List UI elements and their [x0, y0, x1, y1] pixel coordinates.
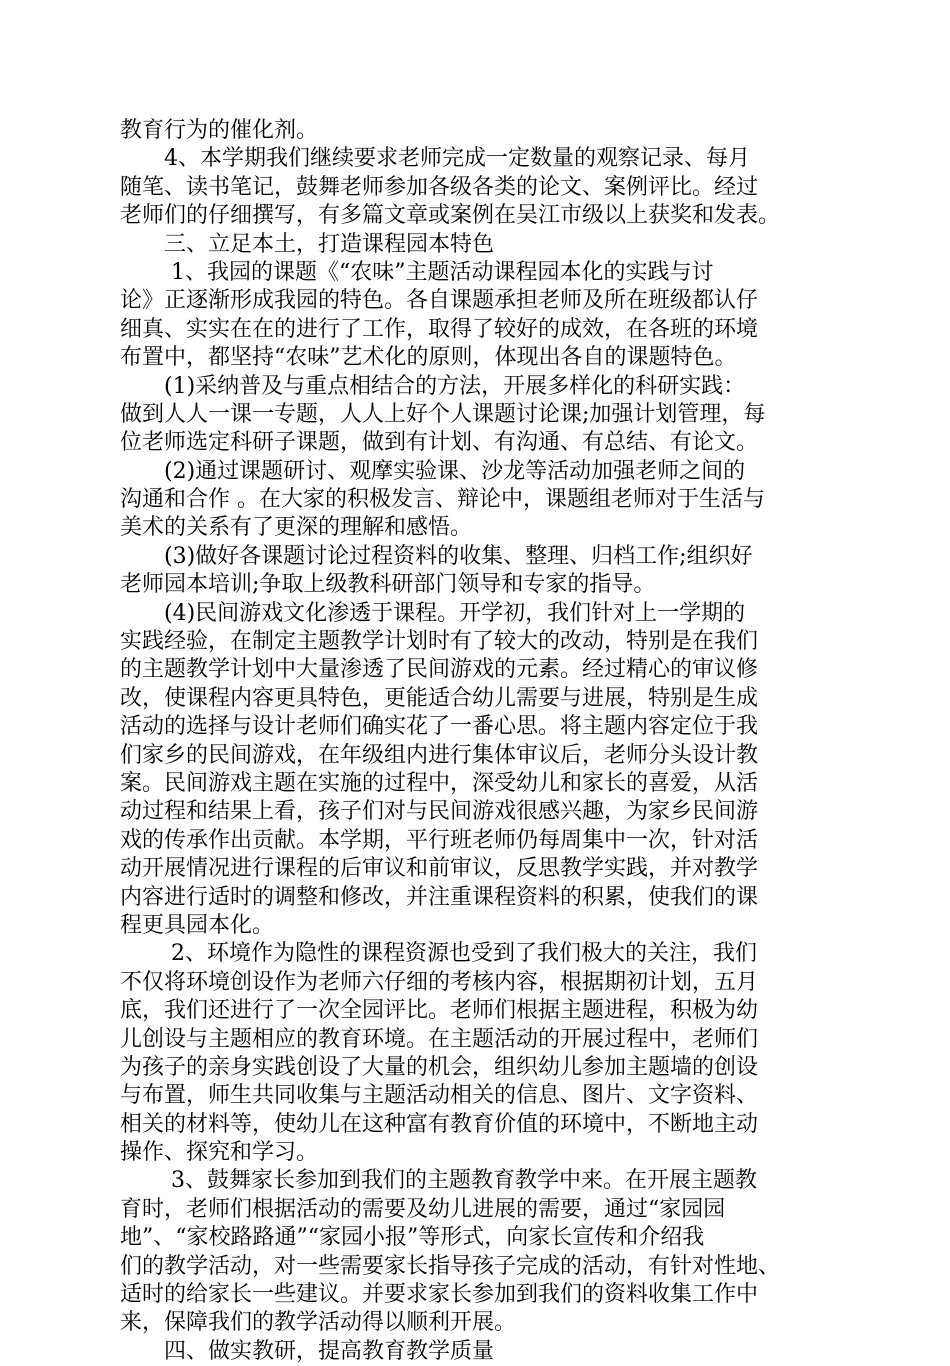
text-line: 戏的传承作出贡献。本学期，平行班老师仍每周集中一次，针对活 — [120, 827, 759, 853]
text-line: 案。民间游戏主题在实施的过程中，深受幼儿和家长的喜爱，从活 — [120, 770, 759, 796]
text-line: 改，使课程内容更具特色，更能适合幼儿需要与进展，特别是生成 — [120, 685, 759, 711]
text-line: (3)做好各课题讨论过程资料的收集、整理、归档工作;组织好 — [120, 543, 753, 569]
text-line: 来，保障我们的教学活动得以顺利开展。 — [120, 1310, 517, 1336]
text-line: (1)采纳普及与重点相结合的方法，开展多样化的科研实践： — [120, 373, 746, 399]
document-body — [120, 117, 840, 1366]
text-line: 4、本学期我们继续要求老师完成一定数量的观察记录、每月 — [120, 146, 750, 172]
text-line: 适时的给家长一些建议。并要求家长参加到我们的资料收集工作中 — [120, 1282, 759, 1308]
text-line: 老师们的仔细撰写，有多篇文章或案例在吴江市级以上获奖和发表。 — [120, 203, 781, 229]
text-line: 底，我们还进行了一次全园评比。老师们根据主题进程，积极为幼 — [120, 998, 759, 1024]
text-line: 内容进行适时的调整和修改，并注重课程资料的积累，使我们的课 — [120, 884, 759, 910]
text-line: (4)民间游戏文化渗透于课程。开学初，我们针对上一学期的 — [120, 600, 746, 626]
text-line: 实践经验，在制定主题教学计划时有了较大的改动，特别是在我们 — [120, 629, 759, 655]
text-line: 细真、实实在在的进行了工作，取得了较好的成效，在各班的环境 — [120, 316, 759, 342]
text-line: 布置中，都坚持“农味”艺术化的原则，体现出各自的课题特色。 — [120, 345, 737, 371]
text-line: 老师园本培训;争取上级教科研部门领导和专家的指导。 — [120, 572, 656, 598]
text-line: 相关的材料等，使幼儿在这种富有教育价值的环境中，不断地主动 — [120, 1111, 759, 1137]
section-heading: 三、立足本土，打造课程园本特色 — [120, 231, 495, 257]
text-line: (2)通过课题研讨、观摩实验课、沙龙等活动加强老师之间的 — [120, 458, 746, 484]
section-heading: 四、做实教研，提高教育教学质量 — [120, 1338, 495, 1364]
text-line: 1、我园的课题《“农味”主题活动课程园本化的实践与讨 — [120, 259, 714, 285]
text-line: 与布置，师生共同收集与主题活动相关的信息、图片、文字资料、 — [120, 1083, 759, 1109]
text-line: 操作、探究和学习。 — [120, 1140, 319, 1166]
text-line: 3、鼓舞家长参加到我们的主题教育教学中来。在开展主题教 — [120, 1168, 757, 1194]
text-line: 育时，老师们根据活动的需要及幼儿进展的需要，通过“家园园 — [120, 1196, 726, 1222]
text-line: 做到人人一课一专题，人人上好个人课题讨论课;加强计划管理，每 — [120, 401, 766, 427]
text-line: 动开展情况进行课程的后审议和前审议，反思教学实践，并对教学 — [120, 856, 759, 882]
text-line: 2、环境作为隐性的课程资源也受到了我们极大的关注，我们 — [120, 941, 757, 967]
text-line: 地”、“家校路路通”“家园小报”等形式，向家长宣传和介绍我 — [120, 1225, 705, 1251]
text-line: 的主题教学计划中大量渗透了民间游戏的元素。经过精心的审议修 — [120, 657, 759, 683]
text-line: 程更具园本化。 — [120, 912, 275, 938]
text-line: 沟通和合作 。在大家的积极发言、辩论中，课题组老师对于生活与 — [120, 487, 765, 513]
text-line: 论》正逐渐形成我园的特色。各自课题承担老师及所在班级都认仔 — [120, 288, 759, 314]
text-line: 位老师选定科研子课题，做到有计划、有沟通、有总结、有论文。 — [120, 430, 759, 456]
text-line: 教育行为的催化剂。 — [120, 118, 319, 143]
text-line: 美术的关系有了更深的理解和感悟。 — [120, 515, 473, 541]
text-line: 动过程和结果上看，孩子们对与民间游戏很感兴趣，为家乡民间游 — [120, 799, 759, 825]
text-line: 活动的选择与设计老师们确实花了一番心思。将主题内容定位于我 — [120, 714, 759, 740]
text-line: 们家乡的民间游戏，在年级组内进行集体审议后，老师分头设计教 — [120, 742, 759, 768]
text-line: 为孩子的亲身实践创设了大量的机会，组织幼儿参加主题墙的创设 — [120, 1054, 759, 1080]
text-line: 儿创设与主题相应的教育环境。在主题活动的开展过程中，老师们 — [120, 1026, 759, 1052]
text-line: 不仅将环境创设作为老师六仔细的考核内容，根据期初计划，五月 — [120, 969, 759, 995]
text-line: 们的教学活动，对一些需要家长指导孩子完成的活动，有针对性地、 — [120, 1253, 781, 1279]
text-line: 随笔、读书笔记，鼓舞老师参加各级各类的论文、案例评比。经过 — [120, 174, 759, 200]
